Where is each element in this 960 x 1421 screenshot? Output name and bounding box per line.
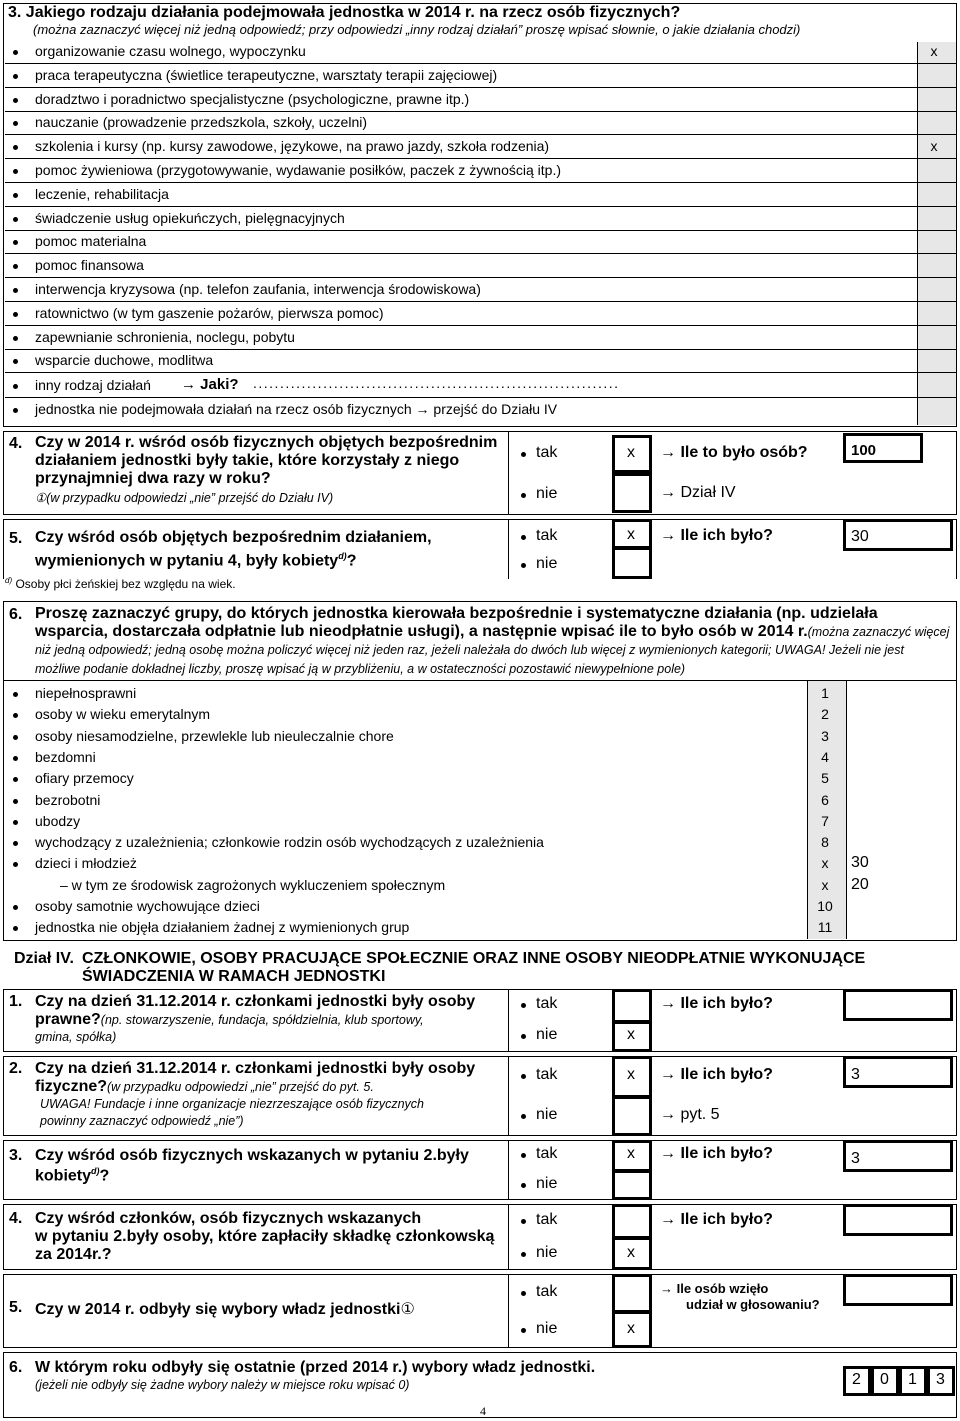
q3-option-mark[interactable]: x bbox=[930, 43, 938, 59]
q3-option[interactable] bbox=[5, 183, 957, 207]
d2-number: 2. bbox=[9, 1060, 23, 1077]
q3-option-label: świadczenie usług opiekuńczych, pielęgnacyjnych bbox=[35, 209, 345, 226]
d4-tak-label: tak bbox=[536, 1210, 558, 1228]
q4-nie-checkbox[interactable] bbox=[612, 473, 652, 513]
q6-group-value[interactable]: 30 bbox=[851, 854, 869, 872]
q4-number: 4. bbox=[9, 435, 23, 452]
d6-line2: (jeżeli nie odbyły się żadne wybory należy w miejsce roku wpisać 0) bbox=[35, 1378, 410, 1392]
q5-count-value: 30 bbox=[851, 528, 869, 545]
q3-other-label: inny rodzaj działań bbox=[35, 377, 151, 393]
bullet-icon bbox=[13, 264, 18, 269]
bullet-icon bbox=[13, 713, 18, 718]
d6-year-digit: 3 bbox=[936, 1371, 945, 1388]
d3-nie-label: nie bbox=[536, 1175, 558, 1192]
q3-option[interactable] bbox=[5, 230, 957, 254]
q4-tak-label: tak bbox=[536, 444, 558, 461]
d3-line2-qmark: ? bbox=[99, 1167, 110, 1185]
bullet-icon bbox=[13, 905, 18, 910]
q3-option-none[interactable] bbox=[5, 398, 917, 422]
q3-option[interactable] bbox=[5, 302, 957, 326]
d4-answer-divider bbox=[508, 1204, 509, 1270]
q3-other-dots[interactable]: .................................................................... bbox=[253, 375, 620, 391]
q6-group-label: niepełnosprawni bbox=[35, 685, 137, 701]
dzial4-title-line1: CZŁONKOWIE, OSOBY PRACUJĄCE SPOŁECZNIE ORAZ INNE OSOBY NIEODPŁATNIE WYKONUJĄCE bbox=[82, 950, 866, 967]
d4-line1: Czy wśród członków, osób fizycznych wskazanych bbox=[35, 1210, 422, 1227]
q3-option[interactable] bbox=[5, 40, 957, 64]
q6-group-label: osoby samotnie wychowujące dzieci bbox=[35, 898, 260, 914]
bullet-icon bbox=[13, 169, 18, 174]
d5-line1-text: Czy w 2014 r. odbyły się wybory władz jednostki bbox=[35, 1301, 401, 1318]
q4-tak-arrow: → Ile to było osób? bbox=[660, 444, 808, 461]
q3-option-label: organizowanie czasu wolnego, wypoczynku bbox=[35, 43, 306, 59]
d3-tak-arrow: → Ile ich było? bbox=[660, 1145, 773, 1162]
bullet-icon bbox=[13, 820, 18, 825]
q3-none-label: jednostka nie podejmowała działań na rzecz osób fizycznych → przejść do Działu IV bbox=[35, 401, 558, 417]
q6-group-code: 3 bbox=[821, 727, 829, 744]
d2-tak-mark: x bbox=[627, 1066, 635, 1083]
q4-note-icon: ① bbox=[35, 491, 47, 505]
q5-footnote bbox=[5, 576, 236, 591]
q3-other-arrow: → Jaki? bbox=[181, 376, 239, 393]
d3-count-value: 3 bbox=[851, 1150, 860, 1167]
bullet-icon bbox=[13, 312, 18, 317]
d5-nie-mark: x bbox=[627, 1319, 635, 1337]
d6-line1: W którym roku odbyły się ostatnie (przed 2014 r.) wybory władz jednostki. bbox=[35, 1359, 596, 1376]
bullet-icon bbox=[521, 1074, 526, 1079]
d4-number: 4. bbox=[9, 1210, 23, 1227]
q4-note bbox=[35, 490, 333, 505]
d5-line1 bbox=[35, 1299, 415, 1319]
q6-group-label: ubodzy bbox=[35, 812, 81, 829]
q3-option-label: wsparcie duchowe, modlitwa bbox=[35, 352, 214, 369]
bullet-icon bbox=[13, 841, 18, 846]
d2-line2 bbox=[35, 1078, 374, 1096]
d3-line2-text: kobiety bbox=[35, 1167, 92, 1185]
q3-option-other[interactable] bbox=[5, 374, 957, 398]
q6-title-block bbox=[35, 605, 950, 678]
q5-nie-label: nie bbox=[536, 555, 558, 572]
d4-line2: w pytaniu 2.były osoby, które zapłaciły składkę członkowską bbox=[35, 1228, 495, 1245]
d1-nie-mark: x bbox=[627, 1026, 635, 1044]
d5-count-input[interactable] bbox=[843, 1274, 953, 1306]
q6-group-code: 11 bbox=[817, 919, 833, 936]
q6-group-row[interactable] bbox=[5, 726, 955, 747]
d2-nie-label: nie bbox=[536, 1106, 558, 1123]
bullet-icon bbox=[521, 1153, 526, 1158]
q3-option-label: interwencja kryzysowa (np. telefon zaufania, interwencja środowiskowa) bbox=[35, 281, 481, 297]
d4-line3: za 2014r.? bbox=[35, 1246, 112, 1263]
bullet-icon bbox=[13, 217, 18, 222]
d3-nie-checkbox[interactable] bbox=[612, 1170, 652, 1200]
q6-group-row[interactable] bbox=[5, 875, 955, 896]
d2-line1: Czy na dzień 31.12.2014 r. członkami jednostki były osoby bbox=[35, 1060, 476, 1077]
q3-option[interactable] bbox=[5, 349, 957, 373]
d1-tak-label: tak bbox=[536, 994, 558, 1012]
q6-title: Proszę zaznaczyć grupy, do których jednostka kierowała bezpośrednie i systematyczne działania (np. udzielała wsparcia, dostarczała odpłatnie lub nieodpłatnie usługi), a następnie wpisać ile to było osób w 2014 r. bbox=[35, 605, 878, 640]
bullet-icon bbox=[13, 50, 18, 55]
bullet-icon bbox=[521, 452, 526, 457]
q3-option[interactable] bbox=[5, 111, 957, 135]
d2-tak-label: tak bbox=[536, 1066, 558, 1083]
bullet-icon bbox=[521, 1219, 526, 1224]
d2-nie-checkbox[interactable] bbox=[612, 1096, 652, 1136]
d1-line3: gmina, spółka) bbox=[35, 1030, 117, 1044]
d1-number: 1. bbox=[9, 993, 23, 1010]
d5-nie-label: nie bbox=[536, 1319, 558, 1337]
q6-group-row[interactable] bbox=[5, 704, 955, 725]
q5-answer-divider bbox=[508, 519, 509, 579]
d2-nie-arrow: → pyt. 5 bbox=[660, 1106, 720, 1123]
q5-number: 5. bbox=[9, 530, 23, 547]
q6-group-label: ofiary przemocy bbox=[35, 770, 134, 787]
bullet-icon bbox=[521, 1252, 526, 1257]
q6-group-row[interactable] bbox=[5, 811, 955, 832]
q3-option-label: pomoc materialna bbox=[35, 233, 147, 250]
q3-option-label: leczenie, rehabilitacja bbox=[35, 185, 169, 202]
d6-number: 6. bbox=[9, 1359, 23, 1376]
bullet-icon bbox=[13, 384, 18, 389]
q6-group-label: wychodzący z uzależnienia; członkowie rodzin osób wychodzących z uzależnienia bbox=[35, 834, 544, 851]
q6-group-code: 1 bbox=[821, 685, 829, 701]
q5-tak-mark: x bbox=[627, 526, 635, 543]
q3-option-label: pomoc żywieniowa (przygotowywanie, wydawanie posiłków, paczek z żywnością itp.) bbox=[35, 162, 562, 178]
bullet-icon bbox=[13, 74, 18, 79]
d3-tak-label: tak bbox=[536, 1145, 558, 1162]
d5-tak-label: tak bbox=[536, 1282, 558, 1300]
q4-tak-mark: x bbox=[627, 444, 635, 461]
q5-title-text: Czy wśród osób objętych bezpośrednim działaniem, wymienionych w pytaniu 4, były kobiety bbox=[35, 529, 432, 570]
d5-tak-arrow-1: → Ile osób wzięło bbox=[660, 1281, 769, 1296]
q6-group-label: osoby niesamodzielne, przewlekle lub nieuleczalnie chore bbox=[35, 727, 394, 744]
d3-tak-mark: x bbox=[627, 1145, 635, 1162]
bullet-icon bbox=[13, 145, 18, 150]
d5-tak-arrow-2: udział w głosowaniu? bbox=[686, 1297, 820, 1312]
bullet-icon bbox=[13, 193, 18, 198]
d2-line3: UWAGA! Fundacje i inne organizacje niezrzeszające osób fizycznych bbox=[40, 1097, 424, 1111]
d2-line2-italic: (w przypadku odpowiedzi „nie” przejść do pyt. 5. bbox=[107, 1080, 374, 1094]
q6-group-row[interactable] bbox=[5, 832, 955, 853]
q6-group-code: 4 bbox=[821, 748, 829, 765]
bullet-icon bbox=[521, 535, 526, 540]
bullet-icon bbox=[13, 926, 18, 931]
q3-option-label: doradztwo i poradnictwo specjalistyczne (psychologiczne, prawne itp.) bbox=[35, 90, 470, 107]
q6-group-code: x bbox=[821, 855, 829, 872]
q3-option[interactable] bbox=[5, 326, 957, 350]
q5-title-qmark: ? bbox=[346, 552, 357, 570]
q6-group-row[interactable] bbox=[5, 747, 955, 768]
bullet-icon bbox=[521, 1328, 526, 1333]
dzial4-title-line2: ŚWIADCZENIA W RAMACH JEDNOSTKI bbox=[82, 968, 386, 985]
q6-note: (można zaznaczyć więcej niż jedną odpowiedź; jedną osobę można policzyć więcej niż jeden raz, jeżeli należała do dwóch lub więcej z wymienionych kategorii; UWAGA! Jeżeli nie jest możliwe podanie dokładnej liczby, proszę wpisać ją w przybliżeniu, a w ostateczności pozostawić niewypełnione pole) bbox=[35, 624, 950, 676]
d4-tak-arrow: → Ile ich było? bbox=[660, 1210, 773, 1228]
bullet-icon bbox=[521, 1291, 526, 1296]
d6-year-digit: 1 bbox=[908, 1371, 917, 1388]
q6-group-label: dzieci i młodzież bbox=[35, 855, 137, 872]
d5-answer-divider bbox=[508, 1274, 509, 1348]
d4-nie-mark: x bbox=[627, 1243, 635, 1261]
bullet-icon bbox=[13, 862, 18, 867]
d1-nie-label: nie bbox=[536, 1026, 558, 1044]
bullet-icon bbox=[13, 777, 18, 782]
q6-group-label: – w tym ze środowisk zagrożonych wykluczeniem społecznym bbox=[60, 876, 446, 893]
d3-line2 bbox=[35, 1166, 109, 1185]
bullet-icon bbox=[521, 493, 526, 498]
bullet-icon bbox=[521, 1183, 526, 1188]
q3-option[interactable] bbox=[5, 64, 957, 88]
q6-group-value[interactable]: 20 bbox=[851, 875, 869, 893]
d1-line2-italic: (np. stowarzyszenie, fundacja, spółdzielnia, klub sportowy, bbox=[100, 1013, 424, 1027]
q3-option-mark[interactable]: x bbox=[930, 138, 938, 155]
q6-number: 6. bbox=[9, 606, 23, 623]
d1-count-input[interactable] bbox=[843, 989, 953, 1021]
q3-option[interactable] bbox=[5, 135, 957, 159]
q6-group-code: x bbox=[821, 876, 829, 893]
q4-title: Czy w 2014 r. wśród osób fizycznych objętych bezpośrednim działaniem jednostki były takie, które korzystały z niego przynajmniej dwa razy w roku? bbox=[35, 434, 498, 487]
d3-line1: Czy wśród osób fizycznych wskazanych w pytaniu 2.były bbox=[35, 1147, 469, 1164]
q3-option-label: szkolenia i kursy (np. kursy zawodowe, językowe, na prawo jazdy, szkoła rodzenia) bbox=[35, 138, 550, 155]
q5-title bbox=[35, 529, 455, 570]
page-number: 4 bbox=[480, 1404, 486, 1418]
bullet-icon bbox=[13, 756, 18, 761]
d6-year-digit: 2 bbox=[852, 1371, 861, 1388]
q3-option-label: ratownictwo (w tym gaszenie pożarów, pierwsza pomoc) bbox=[35, 304, 384, 321]
q6-group-row[interactable] bbox=[5, 917, 955, 938]
q5-title-sup: d) bbox=[338, 551, 347, 561]
q4-nie-label: nie bbox=[536, 485, 558, 502]
d3-line2-sup: d) bbox=[91, 1166, 100, 1176]
q6-group-row[interactable] bbox=[5, 790, 955, 811]
bullet-icon bbox=[521, 1003, 526, 1008]
q6-group-row[interactable] bbox=[5, 896, 955, 917]
d1-line1: Czy na dzień 31.12.2014 r. członkami jednostki były osoby bbox=[35, 993, 476, 1010]
q5-tak-arrow: → Ile ich było? bbox=[660, 527, 773, 544]
d4-tak-checkbox[interactable] bbox=[612, 1204, 652, 1239]
q6-group-row[interactable] bbox=[5, 853, 955, 874]
q6-group-row[interactable] bbox=[5, 683, 955, 704]
bullet-icon bbox=[13, 735, 18, 740]
d2-line4: powinny zaznaczyć odpowiedź „nie”) bbox=[40, 1114, 244, 1128]
d1-tak-checkbox[interactable] bbox=[612, 989, 652, 1023]
q3-option[interactable] bbox=[5, 88, 957, 112]
q4-note-text: (w przypadku odpowiedzi „nie” przejść do Działu IV) bbox=[46, 491, 334, 505]
d1-line2 bbox=[35, 1011, 424, 1029]
d1-answer-divider bbox=[508, 989, 509, 1052]
q3-option[interactable] bbox=[5, 159, 957, 183]
bullet-icon bbox=[13, 98, 18, 103]
q6-group-label: bezrobotni bbox=[35, 791, 101, 808]
q3-option-label: nauczanie (prowadzenie przedszkola, szkoły, uczelni) bbox=[35, 114, 368, 131]
d2-line2-bold: fizyczne? bbox=[35, 1078, 108, 1095]
q5-footnote-sup: d) bbox=[5, 576, 13, 585]
d2-tak-arrow: → Ile ich było? bbox=[660, 1066, 773, 1083]
q3-note: (można zaznaczyć więcej niż jedną odpowiedź; przy odpowiedzi „inny rodzaj działań” proszę wpisać słownie, o jakie działania chodzi) bbox=[33, 22, 801, 37]
bullet-icon bbox=[13, 336, 18, 341]
d6-year-digit: 0 bbox=[880, 1371, 889, 1388]
q3-option[interactable] bbox=[5, 278, 957, 302]
q6-group-label: bezdomni bbox=[35, 748, 96, 765]
bullet-icon bbox=[521, 563, 526, 568]
q5-nie-checkbox[interactable] bbox=[612, 547, 652, 579]
q3-option[interactable] bbox=[5, 207, 957, 231]
d5-tak-checkbox[interactable] bbox=[612, 1274, 652, 1313]
bullet-icon bbox=[13, 692, 18, 697]
d1-line2-bold: prawne? bbox=[35, 1011, 101, 1028]
d2-count-value: 3 bbox=[851, 1066, 860, 1083]
q3-option-label: zapewnianie schronienia, noclegu, pobytu bbox=[35, 328, 295, 345]
q6-group-row[interactable] bbox=[5, 768, 955, 789]
q6-group-code: 7 bbox=[821, 812, 829, 829]
d2-answer-divider bbox=[508, 1056, 509, 1136]
d5-info-icon: ① bbox=[400, 1301, 415, 1318]
bullet-icon bbox=[521, 1114, 526, 1119]
bullet-icon bbox=[13, 288, 18, 293]
bullet-icon bbox=[13, 359, 18, 364]
d3-number: 3. bbox=[9, 1147, 23, 1164]
q6-group-code: 5 bbox=[821, 770, 829, 787]
d4-nie-label: nie bbox=[536, 1243, 558, 1261]
bullet-icon bbox=[13, 240, 18, 245]
q6-group-label: osoby w wieku emerytalnym bbox=[35, 706, 211, 723]
dzial4-label: Dział IV. bbox=[14, 950, 74, 967]
q6-group-code: 8 bbox=[821, 834, 829, 851]
bullet-icon bbox=[13, 799, 18, 804]
q6-group-code: 2 bbox=[821, 706, 829, 723]
q3-option-label: pomoc finansowa bbox=[35, 257, 144, 274]
q3-title: 3. Jakiego rodzaju działania podejmowała jednostka w 2014 r. na rzecz osób fizycznych? bbox=[8, 4, 681, 21]
q4-answer-divider bbox=[508, 431, 509, 515]
d3-answer-divider bbox=[508, 1140, 509, 1200]
d4-count-input[interactable] bbox=[843, 1204, 953, 1236]
q5-footnote-text: Osoby płci żeńskiej bez względu na wiek. bbox=[15, 577, 236, 591]
q3-option[interactable] bbox=[5, 254, 957, 278]
q5-tak-label: tak bbox=[536, 527, 558, 544]
q6-group-label: jednostka nie objęła działaniem żadnej z wymienionych grup bbox=[35, 919, 410, 936]
d5-number: 5. bbox=[9, 1299, 23, 1316]
q6-group-code: 6 bbox=[821, 791, 829, 808]
d1-tak-arrow: → Ile ich było? bbox=[660, 994, 773, 1012]
bullet-icon bbox=[13, 408, 18, 413]
q6-group-code: 10 bbox=[817, 898, 833, 914]
q4-nie-arrow: → Dział IV bbox=[660, 484, 736, 501]
bullet-icon bbox=[13, 121, 18, 126]
q3-option-label: praca terapeutyczna (świetlice terapeutyczne, warsztaty terapii zajęciowej) bbox=[35, 66, 498, 83]
q4-count-value: 100 bbox=[851, 442, 877, 459]
